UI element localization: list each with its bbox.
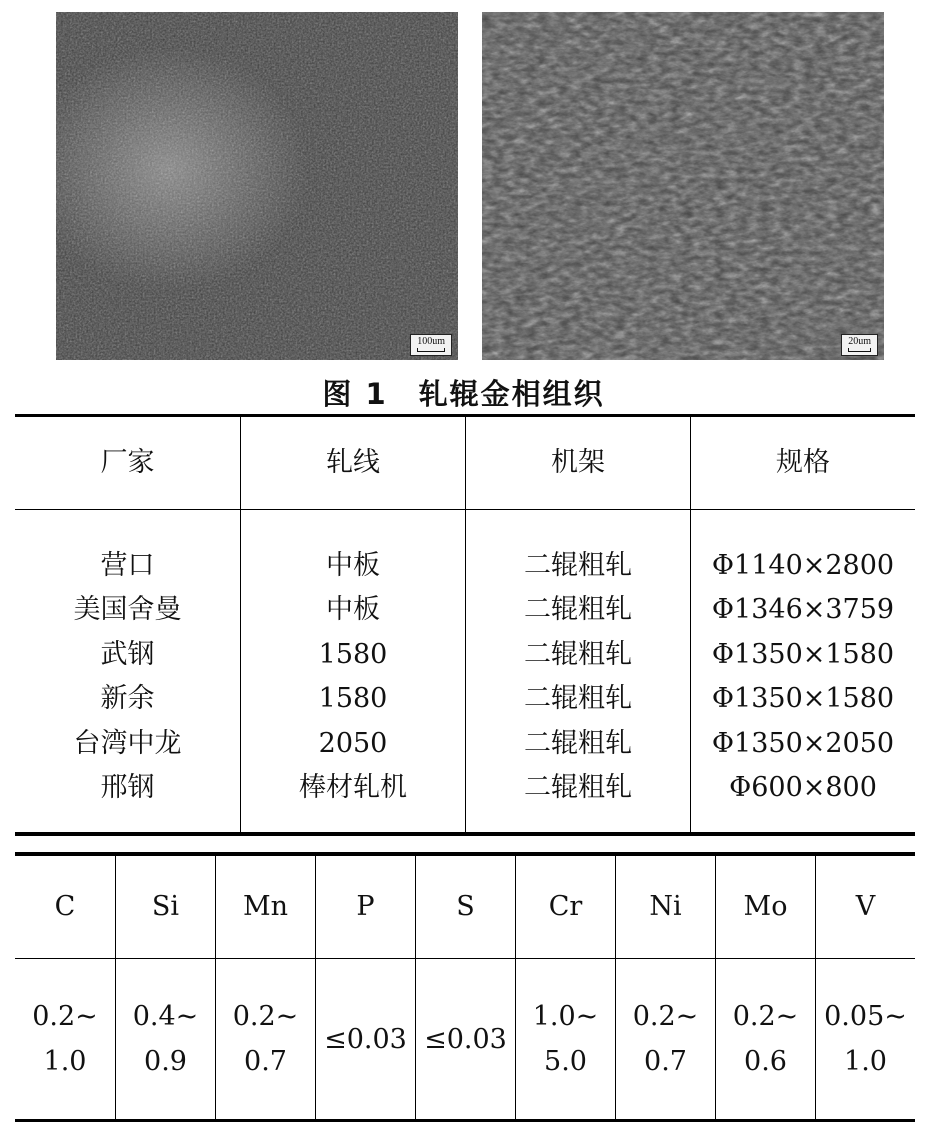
roll-user-table <box>15 414 915 836</box>
table-cell: 新余 <box>100 683 155 715</box>
table-cell: 台湾中龙 <box>73 727 182 759</box>
header-cell: 轧线 <box>240 417 465 509</box>
value-line: 1.0 <box>844 1046 887 1077</box>
value-line: ≤0.03 <box>324 1023 407 1055</box>
value-line: 0.9 <box>144 1046 187 1077</box>
table-cell: 二辊粗轧 <box>524 683 632 715</box>
micrograph-texture <box>482 12 884 360</box>
table-cell: Φ1350×1580 <box>711 683 895 715</box>
table-cell: 营口 <box>100 550 155 581</box>
value-line: 0.05~ <box>824 1001 907 1032</box>
table-cell: 邢钢 <box>100 771 155 803</box>
value-line: ≤0.03 <box>424 1023 507 1055</box>
table-cell: 中板 <box>326 594 380 626</box>
table-cell <box>115 959 215 1119</box>
scale-bar <box>841 334 878 356</box>
header-cell: V <box>815 856 915 958</box>
value-line: 0.4~ <box>132 1001 199 1032</box>
table-cell: 二辊粗轧 <box>524 727 632 759</box>
header-cell: S <box>415 856 515 958</box>
micrograph-100um <box>56 12 458 360</box>
table-cell: 1580 <box>318 638 388 670</box>
table-cell: Φ600×800 <box>729 771 877 803</box>
chemical-composition-table <box>15 852 915 1122</box>
table-cell <box>715 959 815 1119</box>
table-body-row <box>15 959 915 1119</box>
table-cell: 美国舍曼 <box>73 594 182 626</box>
micrograph-20um <box>482 12 884 360</box>
manufacturer-column <box>15 510 240 832</box>
value-line: 1.0~ <box>532 1001 599 1032</box>
value-line: 0.2~ <box>732 1001 799 1032</box>
scale-bar <box>410 334 452 356</box>
header-cell: Ni <box>615 856 715 958</box>
table-cell: 二辊粗轧 <box>524 638 632 670</box>
header-cell: C <box>54 891 76 922</box>
value-line: 0.2~ <box>632 1001 699 1032</box>
table-cell: 中板 <box>326 550 380 581</box>
table-cell: 棒材轧机 <box>299 771 407 803</box>
specification-column <box>690 510 915 832</box>
rolling-line-column <box>240 510 465 832</box>
value-line: 0.2~ <box>232 1001 299 1032</box>
header-cell: Cr <box>515 856 615 958</box>
table-cell: 二辊粗轧 <box>524 594 632 626</box>
scale-bar-label: 20um <box>848 336 871 347</box>
table-cell <box>15 959 115 1119</box>
scale-bar-label: 100um <box>417 336 445 347</box>
table-header-row <box>15 856 915 959</box>
table-cell <box>415 959 515 1119</box>
table-cell <box>315 959 415 1119</box>
table-header-row <box>15 417 915 510</box>
header-cell: 规格 <box>690 417 915 509</box>
stand-column <box>465 510 690 832</box>
table-cell: Φ1140×2800 <box>711 550 895 581</box>
header-cell: Mn <box>215 856 315 958</box>
micrograph-texture <box>56 12 458 360</box>
header-cell: 厂家 <box>100 447 155 478</box>
header-cell: Mo <box>715 856 815 958</box>
table-cell: Φ1350×1580 <box>711 638 895 670</box>
value-line: 0.2~ <box>32 1001 98 1032</box>
table-cell <box>215 959 315 1119</box>
value-line: 0.7 <box>244 1046 287 1077</box>
table-cell: Φ1350×2050 <box>711 727 895 759</box>
table-cell <box>815 959 915 1119</box>
table-cell <box>515 959 615 1119</box>
value-line: 0.7 <box>644 1046 687 1077</box>
table-cell <box>615 959 715 1119</box>
header-cell: 机架 <box>465 417 690 509</box>
header-cell: P <box>315 856 415 958</box>
table-cell: 2050 <box>318 727 388 759</box>
figure-caption: 图 1 轧辊金相组织 <box>322 377 605 411</box>
table-body-row <box>15 510 915 832</box>
table-cell: Φ1346×3759 <box>711 594 895 626</box>
header-cell: Si <box>115 856 215 958</box>
table-cell: 二辊粗轧 <box>524 550 632 581</box>
value-line: 0.6 <box>744 1046 787 1077</box>
table-cell: 1580 <box>318 683 388 715</box>
table-cell: 武钢 <box>100 638 155 670</box>
value-line: 1.0 <box>43 1046 87 1077</box>
table-cell: 二辊粗轧 <box>524 771 632 803</box>
value-line: 5.0 <box>544 1046 587 1077</box>
